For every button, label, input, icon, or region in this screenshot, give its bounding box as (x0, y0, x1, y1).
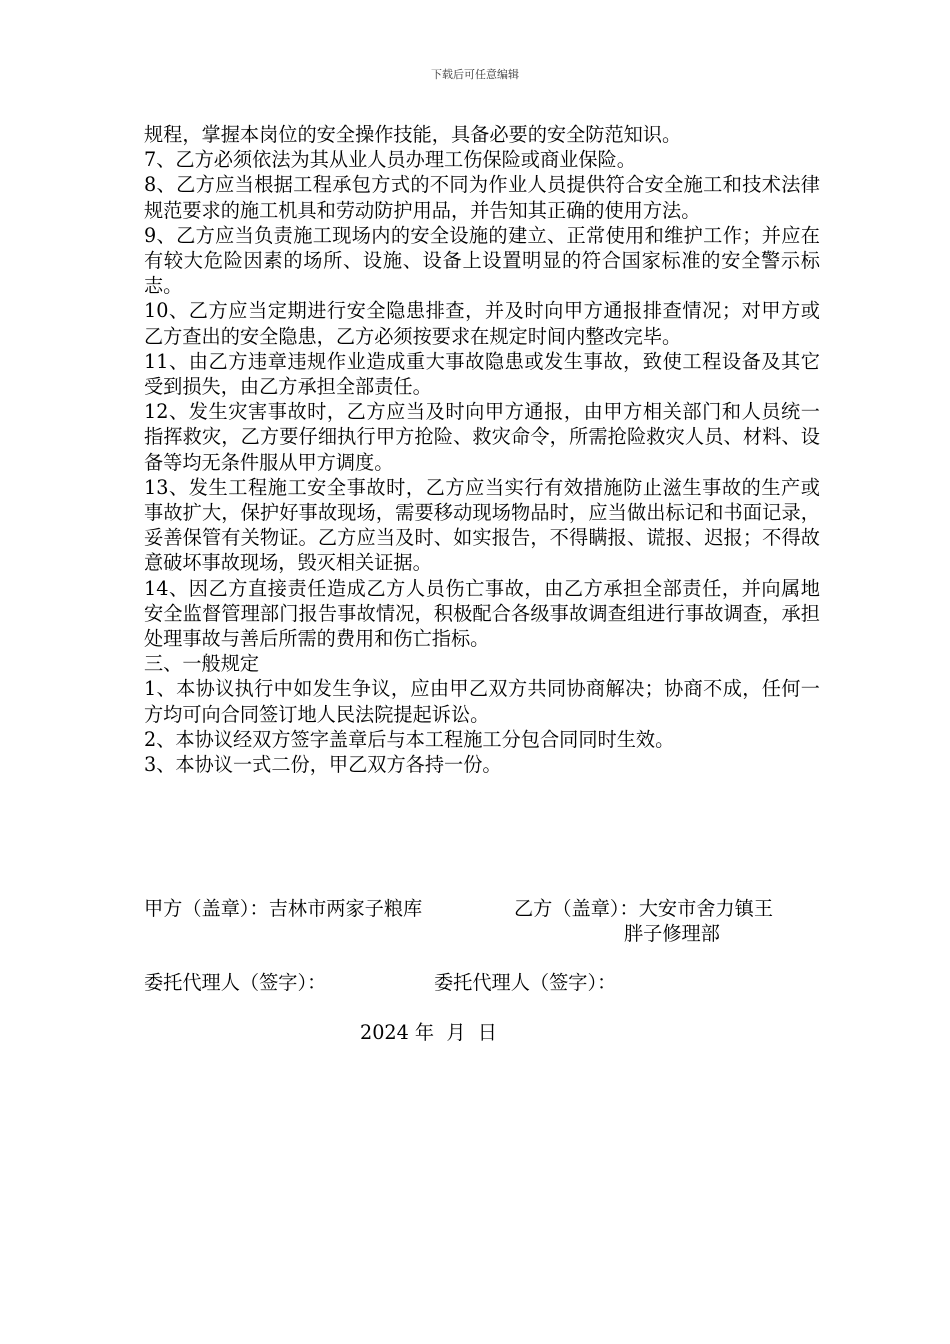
clause-paragraph: 1、本协议执行中如发生争议，应由甲乙双方共同协商解决；协商不成，任何一方均可向合同签订地人民法院提起诉讼。 (144, 677, 820, 726)
clause-paragraph: 3、本协议一式二份，甲乙双方各持一份。 (144, 753, 502, 777)
signing-date: 2024 年 月 日 (360, 1021, 497, 1044)
clause-paragraph: 10、乙方应当定期进行安全隐患排查，并及时向甲方通报排查情况；对甲方或乙方查出的安全隐患，乙方必须按要求在规定时间内整改完毕。 (144, 299, 820, 348)
clause-paragraph: 规程，掌握本岗位的安全操作技能，具备必要的安全防范知识。 (144, 123, 682, 146)
clause-paragraph: 2、本协议经双方签字盖章后与本工程施工分包合同同时生效。 (144, 727, 675, 751)
party-a-agent-signature: 委托代理人（签字）： (144, 971, 327, 994)
document-body (144, 122, 820, 777)
party-b-seal-block (514, 896, 773, 946)
page-header: 下载后可任意编辑 (431, 68, 519, 81)
clause-paragraph: 7、乙方必须依法为其从业人员办理工伤保险或商业保险。 (144, 148, 636, 172)
clause-paragraph: 11、由乙方违章违规作业造成重大事故隐患或发生事故，致使工程设备及其它受到损失，由乙方承担全部责任。 (144, 349, 820, 399)
clause-paragraph: 14、因乙方直接责任造成乙方人员伤亡事故，由乙方承担全部责任，并向属地安全监督管理部门报告事故情况，积极配合各级事故调查组进行事故调查，承担处理事故与善后所需的费用和伤亡指标。 (144, 576, 820, 651)
clause-paragraph: 12、发生灾害事故时，乙方应当及时向甲方通报，由甲方相关部门和人员统一指挥救灾，乙方要仔细执行甲方抢险、救灾命令，所需抢险救灾人员、材料、设备等均无条件服从甲方调度。 (144, 400, 820, 474)
clause-paragraph: 9、乙方应当负责施工现场内的安全设施的建立、正常使用和维护工作；并应在有较大危险因素的场所、设施、设备上设置明显的符合国家标准的安全警示标志。 (144, 223, 820, 298)
clause-paragraph: 13、发生工程施工安全事故时，乙方应当实行有效措施防止滋生事故的生产或事故扩大，保护好事故现场，需要移动现场物品时，应当做出标记和书面记录，妥善保管有关物证。乙方应当及时、如实报告，不得瞒报、谎报、迟报；不得故意破坏事故现场，毁灭相关证据。 (144, 475, 820, 575)
party-b-agent-signature: 委托代理人（签字）： (434, 971, 617, 994)
section-heading: 三、一般规定 (144, 652, 260, 676)
party-a-seal-line: 甲方（盖章）：吉林市两家子粮库 (144, 897, 423, 920)
party-b-seal-line-continued: 胖子修理部 (624, 922, 720, 946)
party-b-seal-line: 乙方（盖章）：大安市舍力镇王 (514, 897, 774, 920)
clause-paragraph: 8、乙方应当根据工程承包方式的不同为作业人员提供符合安全施工和技术法律规范要求的施工机具和劳动防护用品，并告知其正确的使用方法。 (144, 173, 820, 222)
